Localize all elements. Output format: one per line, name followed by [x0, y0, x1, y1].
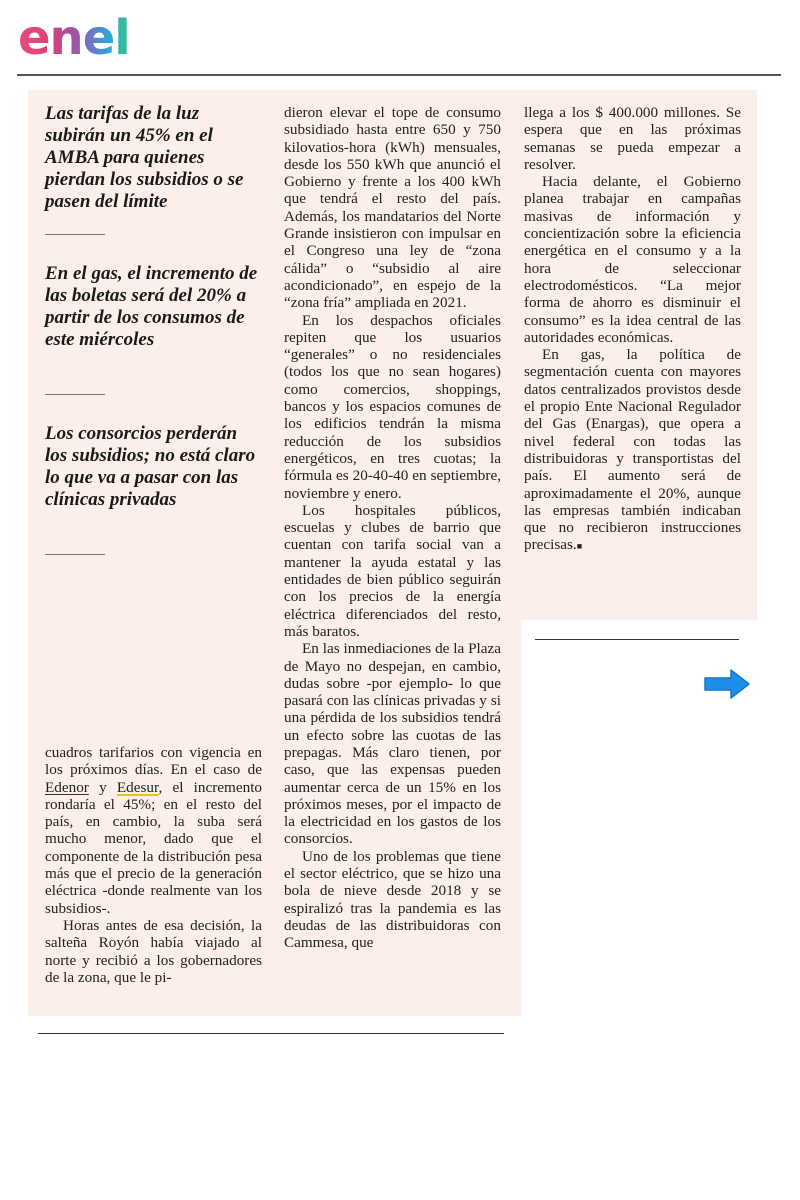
headline-divider: [45, 394, 105, 395]
arrow-right-icon[interactable]: [702, 667, 752, 701]
paragraph: Hacia delante, el Gobierno planea trabajar en campañas masivas de información y concientización sobre la eficiencia energética en el consumo y a la hora de seleccionar electrodomésticos. “La mejor forma de ahorro es disminuir el consumo” es la idea central de las autoridades económicas.: [524, 173, 741, 346]
paragraph: llega a los $ 400.000 millones. Se espera que en las próximas semanas se pueda empezar a resolver.: [524, 104, 741, 173]
paragraph: [524, 346, 741, 556]
paragraph: En los despachos oficiales repiten que los usuarios “generales” o no residenciales (todos los que no sean hogares) como comercios, shoppings, bancos y los espacios comunes de los edificios tendrán la misma reducción de los subsidios energéticos, en tres cuotas; la fórmula es 20-40-40 en septiembre, noviembre y enero.: [284, 311, 501, 502]
text-run: y: [88, 778, 117, 796]
paragraph: Horas antes de esa decisión, la salteña Royón había viajado al norte y recibió a los gobernadores de la zona, que le pi-: [45, 916, 262, 986]
column-3-text: [524, 104, 741, 556]
paragraph: [45, 744, 262, 917]
end-mark: ■: [576, 541, 583, 552]
paragraph: dieron elevar el tope de consumo subsidiado hasta entre 650 y 750 kilovatios-hora (kWh) mensuales, desde los 550 kWh que anunció el Gobierno y frente a los 400 kWh que tendrá el resto del país. Además, los mandatarios del Norte Grande insistieron con impulsar en el Congreso una ley de “zona cálida” o “subsidio al aire acondicionado”, en espejo de la “zona fría” ampliada en 2021.: [284, 104, 501, 312]
headline-electricity: Las tarifas de la luz subirán un 45% en el AMBA para quienes pierdan los subsidios o se pasen del límite: [45, 103, 244, 212]
headline-gas: En el gas, el incremento de las boletas será del 20% a partir de los consumos de este miércoles: [45, 263, 258, 350]
header-divider: [17, 74, 781, 76]
headline-consortiums: Los consorcios perderán los subsidios; no está claro lo que va a pasar con las clínicas privadas: [45, 423, 256, 510]
text-run: En gas, la política de segmentación cuenta con mayores datos centralizados provistos desde el propio Ente Nacional Regulador del Gas (Enargas), que opera a nivel federal con todas las distribuidoras y transportistas del país. El aumento será de aproximadamente el 20%, aunque las empresas también indicaban que no recibieron instrucciones precisas.: [524, 346, 741, 554]
paragraph: Uno de los problemas que tiene el sector eléctrico, que se hizo una bola de nieve desde 2018 y se espiralizó tras la pandemia es las deudas de las distribuidoras con Cammesa, que: [284, 847, 501, 952]
column-2-text: [284, 104, 501, 952]
column-1-text: [45, 744, 262, 986]
edenor-link: Edenor: [45, 778, 89, 796]
logo-text: enel: [18, 10, 130, 66]
enel-logo: [18, 8, 178, 68]
paragraph: En las inmediaciones de la Plaza de Mayo no despejan, en cambio, dudas sobre -por ejemplo- lo que pasará con las clínicas privadas y si una pérdida de los subsidios tendrá un efecto sobre las cuotas de las prepagas. Más claro tienen, por caso, que las expensas pueden aumentar cerca de un 15% en los próximos meses, por el impacto de la electricidad en los gastos de los consorcios.: [284, 640, 501, 848]
headline-divider: [45, 234, 105, 235]
paragraph: Los hospitales públicos, escuelas y clubes de barrio que cuentan con tarifa social van a mantener la ayuda estatal y las entidades de bien público seguirán con los precios de la energía eléctrica diferenciados del resto, más baratos.: [284, 501, 501, 640]
right-divider: [535, 639, 739, 640]
headline-divider: [45, 554, 105, 555]
text-run: cuadros tarifarios con vigencia en los próximos días. En el caso de: [45, 744, 262, 779]
bottom-divider: [38, 1033, 504, 1034]
edesur-link: Edesur: [116, 778, 159, 796]
text-run: , el incremento rondaría el 45%; en el resto del país, en cambio, la suba será mucho menor, dado que el componente de la distribución pesa más que el precio de la generación eléctrica -donde realmente van los subsidios-.: [45, 778, 263, 917]
